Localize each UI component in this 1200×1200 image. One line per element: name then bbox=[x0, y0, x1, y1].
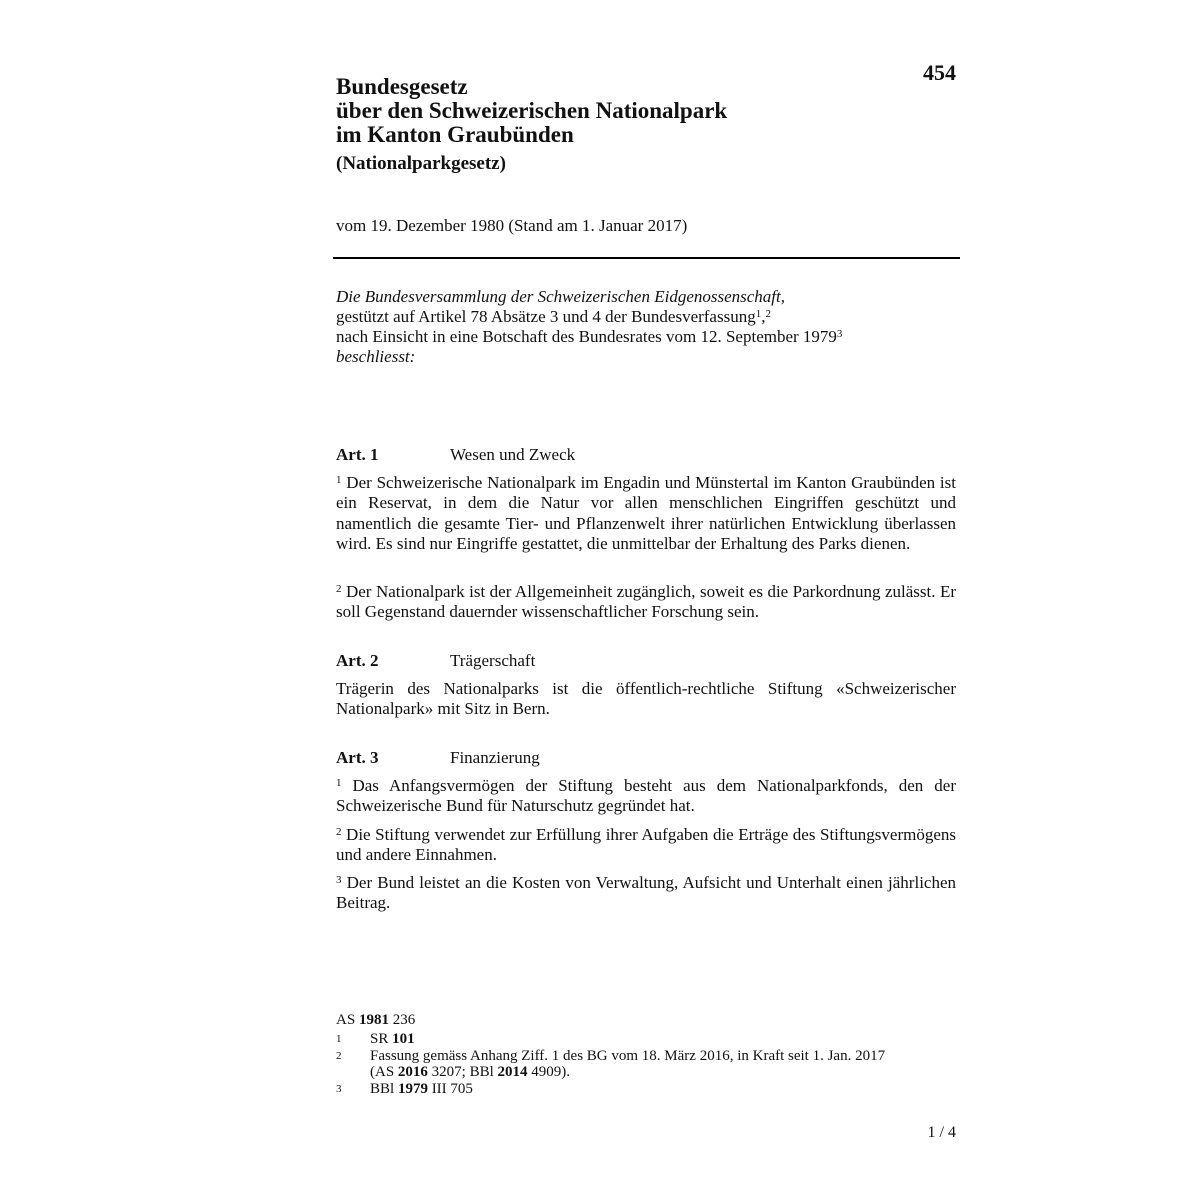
footnote-ref-3[interactable]: 3 bbox=[836, 328, 843, 340]
article-title: Wesen und Zweck bbox=[450, 445, 576, 464]
preamble-message bbox=[336, 327, 960, 347]
footnote-1 bbox=[336, 1031, 956, 1047]
preamble-decides: beschliesst: bbox=[336, 347, 416, 366]
article-3-paragraph-3 bbox=[336, 873, 956, 914]
as-page: 236 bbox=[392, 1012, 416, 1028]
footnote-mark: 1 bbox=[336, 1033, 342, 1045]
footnote-1-number: 101 bbox=[392, 1031, 415, 1047]
footnote-3-rest: III 705 bbox=[431, 1081, 473, 1097]
paragraph-text: Die Stiftung verwendet zur Erfüllung ihrer Aufgaben die Erträge des Stiftungsvermögens und andere Einnahmen. bbox=[336, 825, 956, 865]
paragraph-text: Der Schweizerische Nationalpark im Engadin und Münstertal im Kanton Graubünden ist ein Reservat, in dem die Natur vor allen menschlichen Eingriffen geschützt und namentlich die gesamte Tier- und Pflanzenwelt ihrer natürlichen Entwicklung überlassen wird. Es sind nur Eingriffe gestattet, die unmittelbar der Erhaltung des Parks dienen. bbox=[336, 473, 956, 554]
footnote-2 bbox=[336, 1048, 956, 1080]
article-1-paragraph-2 bbox=[336, 582, 956, 623]
as-year: 1981 bbox=[358, 1012, 389, 1028]
article-title: Trägerschaft bbox=[450, 651, 536, 670]
footnote-ref-1[interactable]: 1 bbox=[755, 308, 762, 320]
footnote-3 bbox=[336, 1081, 956, 1097]
footnote-2-bbl-page: 4909). bbox=[531, 1064, 571, 1080]
footnote-3-year: 1979 bbox=[397, 1081, 428, 1097]
preamble bbox=[336, 287, 960, 367]
article-3-paragraph-1 bbox=[336, 776, 956, 817]
article-3-paragraph-2 bbox=[336, 825, 956, 866]
article-3-heading bbox=[336, 748, 540, 768]
footnote-2-open: (AS bbox=[370, 1064, 395, 1080]
paragraph-mark: 2 bbox=[336, 583, 342, 595]
footnote-2-bbl-year: 2014 bbox=[497, 1064, 528, 1080]
footnote-ref-separator: , bbox=[761, 307, 766, 326]
basis-text: gestützt auf Artikel 78 Absätze 3 und 4 der Bundesverfassung bbox=[336, 307, 756, 326]
title-line-2: über den Schweizerischen Nationalpark bbox=[336, 98, 728, 123]
article-2-heading bbox=[336, 651, 535, 671]
paragraph-text: Das Anfangsvermögen der Stiftung besteht aus dem Nationalparkfonds, den der Schweizerische Bund für Naturschutz gegründet hat. bbox=[336, 776, 957, 816]
paragraph-mark: 1 bbox=[336, 474, 342, 486]
date-line: vom 19. Dezember 1980 (Stand am 1. Januar 2017) bbox=[336, 216, 688, 235]
short-title: (Nationalparkgesetz) bbox=[336, 153, 506, 174]
footnote-2-line-1: Fassung gemäss Anhang Ziff. 1 des BG vom 18. März 2016, in Kraft seit 1. Jan. 2017 bbox=[370, 1048, 886, 1064]
paragraph-mark: 1 bbox=[336, 777, 342, 789]
document-title bbox=[336, 75, 896, 147]
paragraph-text: Der Nationalpark ist der Allgemeinheit zugänglich, soweit es die Parkordnung zulässt. Er soll Gegenstand dauernder wissenschaftlicher Forschung sein. bbox=[336, 582, 957, 622]
message-text: nach Einsicht in eine Botschaft des Bundesrates vom 12. September 1979 bbox=[336, 327, 837, 346]
footnote-mark: 3 bbox=[336, 1083, 342, 1095]
paragraph-mark: 3 bbox=[336, 874, 342, 886]
article-number: Art. 2 bbox=[336, 651, 379, 670]
title-line-3: im Kanton Graubünden bbox=[336, 122, 574, 147]
footnote-3-prefix: BBl bbox=[370, 1081, 395, 1097]
footnote-mark: 2 bbox=[336, 1050, 342, 1062]
article-number: Art. 1 bbox=[336, 445, 379, 464]
article-title: Finanzierung bbox=[450, 748, 540, 767]
footnote-2-as-page: 3207; BBl bbox=[431, 1064, 494, 1080]
article-1-paragraph-1 bbox=[336, 473, 956, 555]
page-number: 1 / 4 bbox=[927, 1124, 956, 1141]
title-divider bbox=[333, 257, 960, 259]
preamble-assembly: Die Bundesversammlung der Schweizerischen Eidgenossenschaft, bbox=[336, 287, 785, 306]
article-number: Art. 3 bbox=[336, 748, 379, 767]
footnote-1-prefix: SR bbox=[370, 1031, 389, 1047]
article-2-paragraph-1 bbox=[336, 679, 956, 720]
as-reference bbox=[336, 1012, 956, 1028]
paragraph-text: Trägerin des Nationalparks ist die öffentlich-rechtliche Stiftung «Schweizerischer Nationalpark» mit Sitz in Bern. bbox=[336, 679, 956, 719]
footnote-ref-2[interactable]: 2 bbox=[765, 308, 771, 320]
article-1-heading bbox=[336, 445, 575, 465]
title-line-1: Bundesgesetz bbox=[336, 74, 468, 99]
footnote-2-as-year: 2016 bbox=[397, 1064, 428, 1080]
preamble-basis bbox=[336, 307, 960, 327]
paragraph-text: Der Bund leistet an die Kosten von Verwaltung, Aufsicht und Unterhalt einen jährlichen Beitrag. bbox=[336, 873, 957, 913]
as-prefix: AS bbox=[336, 1012, 356, 1028]
sr-number: 454 bbox=[923, 60, 956, 85]
paragraph-mark: 2 bbox=[336, 826, 342, 838]
